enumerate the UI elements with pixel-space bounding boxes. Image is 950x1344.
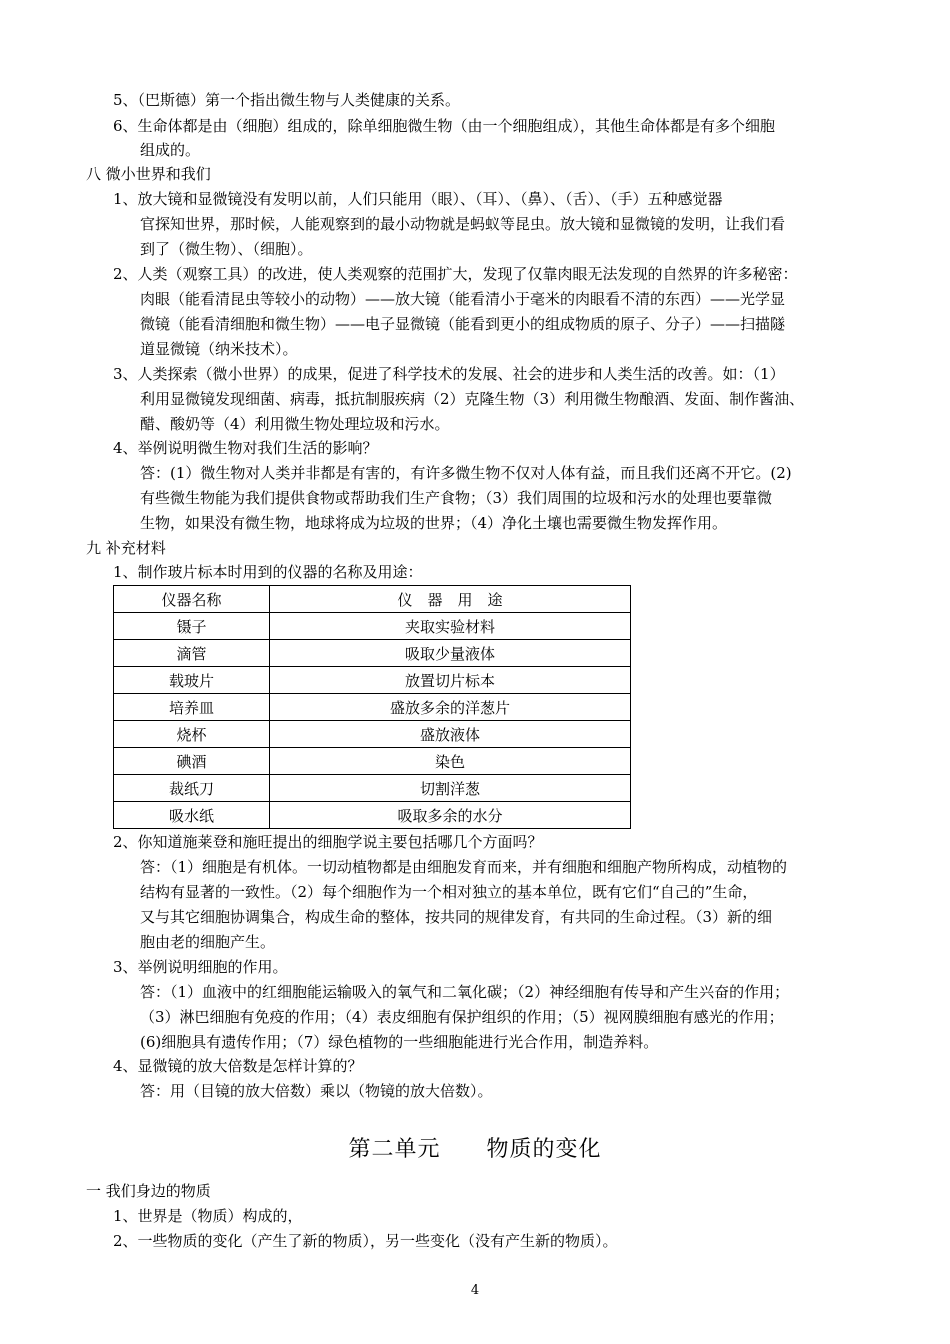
table-row <box>114 613 631 640</box>
answer-line: 答：（1）细胞是有机体。一切动植物都是由细胞发育而来，并有细胞和细胞产物所构成，动植物的 <box>140 858 788 876</box>
table-row <box>114 748 631 775</box>
answer-line: (6)细胞具有遗传作用；（7）绿色植物的一些细胞能进行光合作用，制造养料。 <box>140 1033 659 1051</box>
page-number: 4 <box>470 1283 480 1298</box>
text-line: 1、世界是（物质）构成的， <box>113 1207 303 1225</box>
answer-line: 又与其它细胞协调集合，构成生命的整体，按共同的规律发育，有共同的生命过程。（3）新的细 <box>140 908 773 926</box>
text-line: 2、一些物质的变化（产生了新的物质），另一些变化（没有产生新的物质）。 <box>113 1232 618 1250</box>
text-line: 2、你知道施莱登和施旺提出的细胞学说主要包括哪几个方面吗？ <box>113 833 543 851</box>
table-cell: 染色 <box>270 748 631 775</box>
table-cell: 镊子 <box>114 613 270 640</box>
answer-line: 答：用（目镜的放大倍数）乘以（物镜的放大倍数）。 <box>140 1082 493 1100</box>
text-line: 6、生命体都是由（细胞）组成的，除单细胞微生物（由一个细胞组成），其他生命体都是有多个细胞 <box>113 117 776 135</box>
text-line: 1、放大镜和显微镜没有发明以前，人们只能用（眼）、（耳）、（鼻）、（舌）、（手）五种感觉器 <box>113 190 723 208</box>
answer-line: 胞由老的细胞产生。 <box>140 933 276 951</box>
table-cell: 盛放液体 <box>270 721 631 748</box>
table-cell: 吸取多余的水分 <box>270 802 631 829</box>
table-cell: 吸水纸 <box>114 802 270 829</box>
answer-line: 答：(1）微生物对人类并非都是有害的，有许多微生物不仅对人体有益，而且我们还离不开它。(2) <box>140 464 792 482</box>
unit-title <box>0 1132 950 1163</box>
text-line: 3、人类探索（微小世界）的成果，促进了科学技术的发展、社会的进步和人类生活的改善。如：（1） <box>113 365 785 383</box>
text-line: 组成的。 <box>140 141 201 159</box>
table-row <box>114 775 631 802</box>
text-line: 到了（微生物）、（细胞）。 <box>140 240 313 258</box>
table-header-row <box>114 586 631 613</box>
instrument-table <box>113 585 631 829</box>
text-line: 4、显微镜的放大倍数是怎样计算的？ <box>113 1057 363 1075</box>
text-line: 道显微镜（纳米技术）。 <box>140 340 298 358</box>
table-header-use: 仪 器 用 途 <box>270 586 631 613</box>
answer-line: 生物，如果没有微生物，地球将成为垃圾的世界；（4）净化土壤也需要微生物发挥作用。 <box>140 514 728 532</box>
section-heading: 八 微小世界和我们 <box>86 165 211 183</box>
table-cell: 夹取实验材料 <box>270 613 631 640</box>
table-row <box>114 667 631 694</box>
answer-line: 有些微生物能为我们提供食物或帮助我们生产食物；（3）我们周围的垃圾和污水的处理也要靠微 <box>140 489 773 507</box>
table-row <box>114 802 631 829</box>
table-row <box>114 721 631 748</box>
text-line: 肉眼（能看清昆虫等较小的动物）——放大镜（能看清小于毫米的肉眼看不清的东西）——光学显 <box>140 290 786 308</box>
table-header-name: 仪器名称 <box>114 586 270 613</box>
text-line: 官探知世界，那时候，人能观察到的最小动物就是蚂蚁等昆虫。放大镜和显微镜的发明，让我们看 <box>140 215 786 233</box>
table-cell: 碘酒 <box>114 748 270 775</box>
table-cell: 放置切片标本 <box>270 667 631 694</box>
table-row <box>114 694 631 721</box>
table-cell: 吸取少量液体 <box>270 640 631 667</box>
table-cell: 载玻片 <box>114 667 270 694</box>
section-heading: 一 我们身边的物质 <box>86 1182 211 1200</box>
text-line: 2、人类（观察工具）的改进，使人类观察的范围扩大，发现了仅靠肉眼无法发现的自然界的许多秘密： <box>113 265 798 283</box>
table-cell: 盛放多余的洋葱片 <box>270 694 631 721</box>
answer-line: （3）淋巴细胞有免疫的作用；（4）表皮细胞有保护组织的作用；（5）视网膜细胞有感光的作用； <box>140 1008 784 1026</box>
text-line: 4、举例说明微生物对我们生活的影响？ <box>113 439 378 457</box>
text-line: 微镜（能看清细胞和微生物）——电子显微镜（能看到更小的组成物质的原子、分子）——扫描隧 <box>140 315 786 333</box>
answer-line: 答：（1）血液中的红细胞能运输吸入的氧气和二氧化碳；（2）神经细胞有传导和产生兴奋的作用； <box>140 983 790 1001</box>
text-line: 5、（巴斯德）第一个指出微生物与人类健康的关系。 <box>113 91 461 109</box>
text-line: 利用显微镜发现细菌、病毒，抵抗制服疾病（2）克隆生物（3）利用微生物酿酒、发面、制作酱油、 <box>140 390 805 408</box>
text-line: 1、制作玻片标本时用到的仪器的名称及用途： <box>113 563 423 581</box>
table-row <box>114 640 631 667</box>
table-cell: 切割洋葱 <box>270 775 631 802</box>
unit-title-name: 物质的变化 <box>486 1137 602 1162</box>
answer-line: 结构有显著的一致性。（2）每个细胞作为一个相对独立的基本单位，既有它们“自己的”生命， <box>140 883 758 901</box>
text-line: 醋、酸奶等（4）利用微生物处理垃圾和污水。 <box>140 415 450 433</box>
section-heading: 九 补充材料 <box>86 539 166 557</box>
table-cell: 裁纸刀 <box>114 775 270 802</box>
table-cell: 滴管 <box>114 640 270 667</box>
text-line: 3、举例说明细胞的作用。 <box>113 958 288 976</box>
table-cell: 培养皿 <box>114 694 270 721</box>
table-cell: 烧杯 <box>114 721 270 748</box>
unit-title-number: 第二单元 <box>348 1137 441 1162</box>
